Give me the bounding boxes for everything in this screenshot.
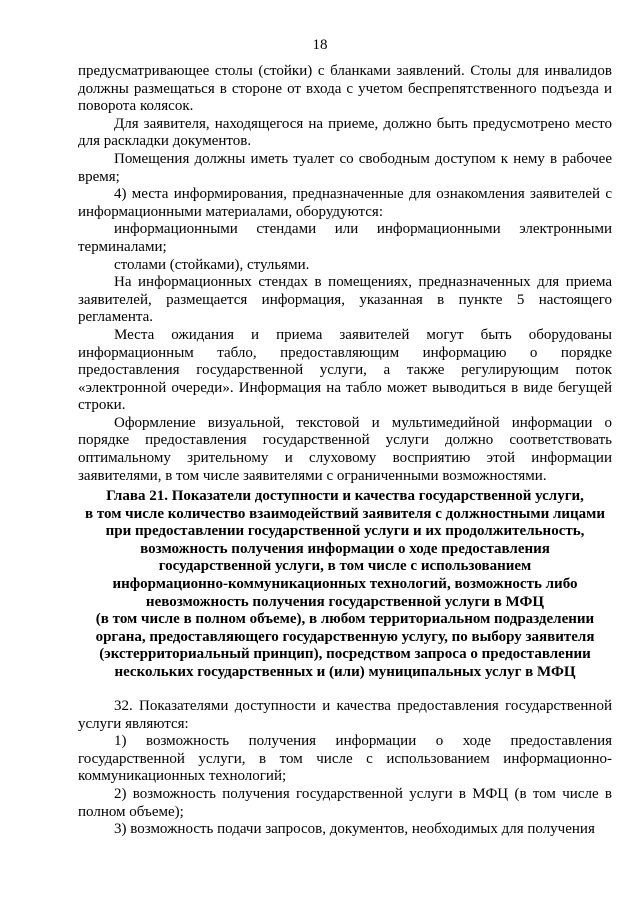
list-item-indicator-3: 3) возможность подачи запросов, документов, необходимых для получения [114,821,595,838]
body-section-premises [78,63,612,485]
chapter-heading-line: органа, предоставляющего государственную услугу, по выбору заявителя [95,628,595,645]
body-section-indicators [78,698,612,839]
chapter-heading-line: информационно-коммуникационных технологий, возможность либо [112,575,578,592]
paragraph-stand-information: На информационных стендах в помещениях, предназначенных для приема заявителей, размещается информация, указанная в пункте 5 настоящего регламента. [78,274,612,326]
paragraph-tables-chairs: столами (стойками), стульями. [114,256,310,273]
paragraph-multimedia: Оформление визуальной, текстовой и мультимедийной информации о порядке предоставления государственной услуги должно соответствовать оптимальному зрительному и слуховому восприятию этой информации заявителями, в том числе заявителями с ограниченными возможностями. [78,414,612,484]
chapter-heading-line: при предоставлении государственной услуги и их продолжительность, [105,523,585,540]
paragraph-indicators-intro: 32. Показателями доступности и качества предоставления государственной услуги являются: [78,698,612,732]
paragraph-info-stands: информационными стендами или информационными электронными терминалами; [78,221,612,255]
chapter-heading-line: государственной услуги, в том числе с использованием [158,558,532,575]
chapter-heading-line: Глава 21. Показатели доступности и качества государственной услуги, [106,488,584,504]
chapter-heading-line: невозможность получения государственной услуги в МФЦ [145,593,545,610]
chapter-heading-line: в том числе количество взаимодействий заявителя с должностными лицами [84,505,606,522]
chapter-heading-line: нескольких государственных и (или) муниципальных услуг в МФЦ [114,663,576,680]
paragraph-info-places: 4) места информирования, предназначенные для ознакомления заявителей с информационными материалами, оборудуются: [78,186,612,220]
list-item-indicator-2: 2) возможность получения государственной услуги в МФЦ (в том числе в полном объеме); [78,785,612,820]
chapter-heading [78,488,612,682]
chapter-heading-line: (экстерриториальный принцип), посредством запроса о предоставлении [99,646,591,663]
list-item-indicator-1: 1) возможность получения информации о ходе предоставления государственной услуги, в том числе с использованием информационно-коммуникационных технологий; [78,733,612,785]
paragraph-document-desk: Для заявителя, находящегося на приеме, должно быть предусмотрено место для раскладки документов. [78,115,612,150]
paragraph-waiting-areas: Места ожидания и приема заявителей могут быть оборудованы информационным табло, предоставляющим информацию о порядке предоставления государственной услуги, а также регулирующим поток «электронной очереди». Информация на табло может выводиться в виде бегущей строки. [78,326,612,414]
chapter-heading-line: (в том числе в полном объеме), в любом территориальном подразделении [95,611,595,628]
paragraph-restroom: Помещения должны иметь туалет со свободным доступом к нему в рабочее время; [78,150,612,185]
paragraph-continuation: предусматривающее столы (стойки) с бланками заявлений. Столы для инвалидов должны размещаться в стороне от входа с учетом беспрепятственного подъезда и поворота колясок. [78,63,612,115]
chapter-heading-line: возможность получения информации о ходе предоставления [140,540,550,557]
page-number: 18 [312,37,328,53]
